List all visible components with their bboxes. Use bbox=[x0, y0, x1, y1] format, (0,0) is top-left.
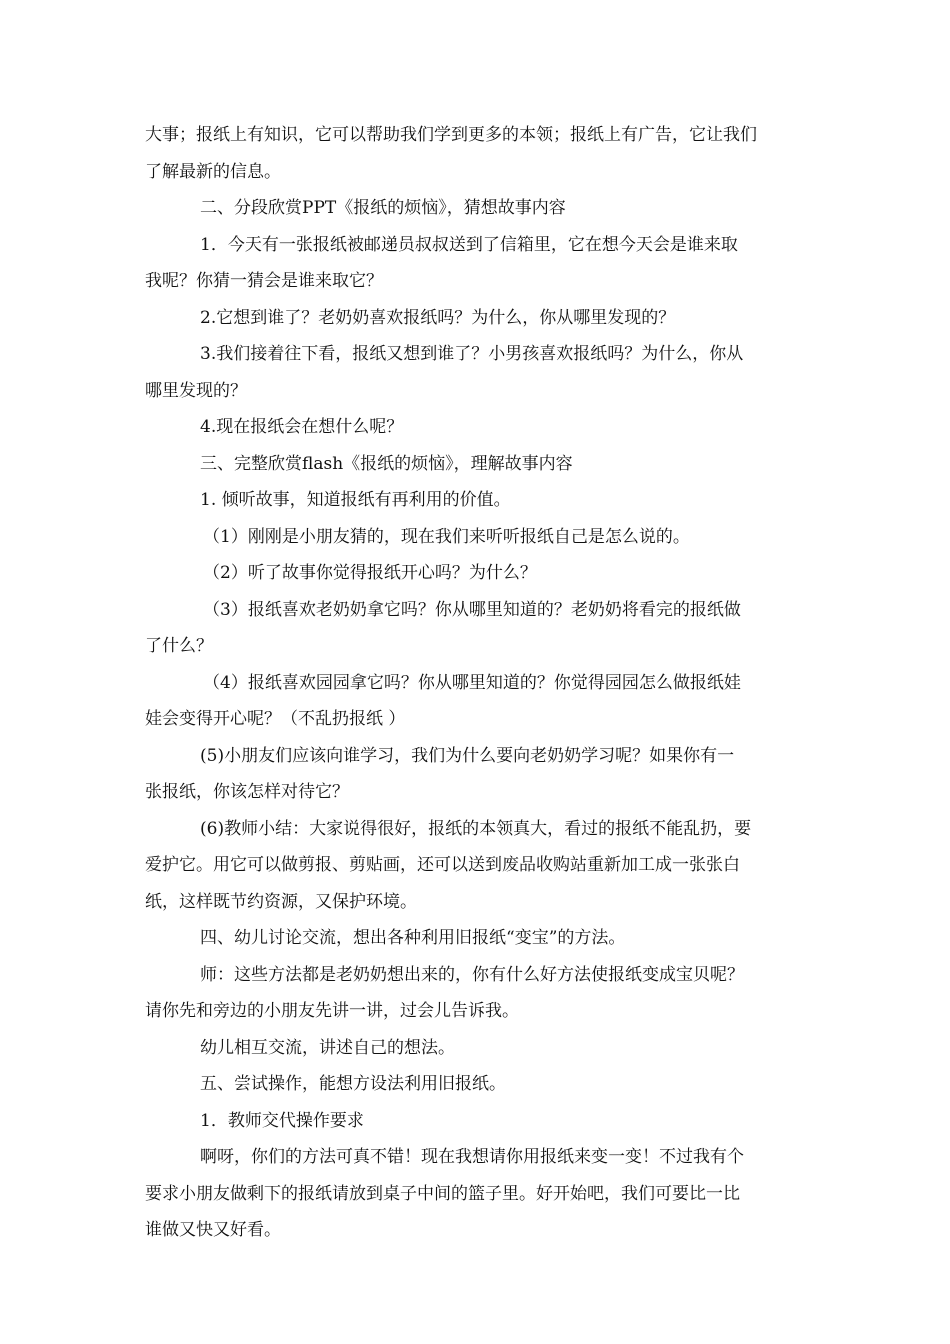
text-line: 3.我们接着往下看，报纸又想到谁了？小男孩喜欢报纸吗？为什么，你从 bbox=[200, 344, 744, 364]
section-heading: 五、尝试操作，能想方设法利用旧报纸。 bbox=[200, 1074, 506, 1094]
paragraph-4 bbox=[145, 300, 810, 337]
paragraph-17 bbox=[145, 1030, 810, 1067]
text-line: （3）报纸喜欢老奶奶拿它吗？你从哪里知道的？老奶奶将看完的报纸做 bbox=[203, 599, 741, 620]
text-line: 师：这些方法都是老奶奶想出来的，你有什么好方法使报纸变成宝贝呢？ bbox=[200, 964, 744, 985]
paragraph-20 bbox=[145, 1139, 810, 1249]
document-body bbox=[145, 117, 810, 1249]
paragraph-1 bbox=[145, 117, 810, 190]
paragraph-18 bbox=[145, 1066, 810, 1103]
paragraph-14 bbox=[145, 811, 810, 921]
text-line: 啊呀，你们的方法可真不错！现在我想请你用报纸来变一变！不过我有个 bbox=[200, 1147, 744, 1167]
text-line: 4.现在报纸会在想什么呢？ bbox=[200, 417, 404, 437]
text-line: 1. 倾听故事，知道报纸有再利用的价值。 bbox=[200, 490, 511, 510]
text-line: （2）听了故事你觉得报纸开心吗？为什么？ bbox=[203, 563, 537, 583]
paragraph-15 bbox=[145, 920, 810, 957]
paragraph-5 bbox=[145, 336, 810, 409]
paragraph-7 bbox=[145, 446, 810, 483]
text-line: 哪里发现的？ bbox=[145, 380, 247, 401]
text-line: 大事；报纸上有知识，它可以帮助我们学到更多的本领；报纸上有广告，它让我们 bbox=[145, 125, 757, 145]
text-line: 我呢？你猜一猜会是谁来取它？ bbox=[145, 271, 383, 291]
text-line: 幼儿相互交流，讲述自己的想法。 bbox=[200, 1037, 455, 1058]
paragraph-8 bbox=[145, 482, 810, 519]
text-line: 1．教师交代操作要求 bbox=[200, 1110, 364, 1131]
text-line: 张报纸，你该怎样对待它？ bbox=[145, 782, 349, 802]
text-line: 1．今天有一张报纸被邮递员叔叔送到了信箱里，它在想今天会是谁来取 bbox=[200, 234, 738, 255]
text-line: （1）刚刚是小朋友猜的，现在我们来听听报纸自己是怎么说的。 bbox=[203, 526, 690, 547]
paragraph-10 bbox=[145, 555, 810, 592]
paragraph-11 bbox=[145, 592, 810, 665]
text-line: 爱护它。用它可以做剪报、剪贴画，还可以送到废品收购站重新加工成一张张白 bbox=[145, 855, 740, 875]
text-line: (6)教师小结：大家说得很好，报纸的本领真大，看过的报纸不能乱扔，要 bbox=[200, 818, 752, 839]
paragraph-2 bbox=[145, 190, 810, 227]
text-line: 请你先和旁边的小朋友先讲一讲，过会儿告诉我。 bbox=[145, 1001, 519, 1021]
paragraph-16 bbox=[145, 957, 810, 1030]
text-line: 娃会变得开心呢？（不乱扔报纸 ） bbox=[145, 709, 406, 729]
paragraph-12 bbox=[145, 665, 810, 738]
section-heading: 三、完整欣赏flash《报纸的烦恼》，理解故事内容 bbox=[200, 453, 573, 474]
paragraph-3 bbox=[145, 227, 810, 300]
text-line: (5)小朋友们应该向谁学习，我们为什么要向老奶奶学习呢？如果你有一 bbox=[200, 745, 735, 766]
text-line: 谁做又快又好看。 bbox=[145, 1220, 281, 1240]
text-line: 了什么？ bbox=[145, 636, 213, 656]
text-line: 2.它想到谁了？老奶奶喜欢报纸吗？为什么，你从哪里发现的？ bbox=[200, 307, 676, 328]
text-line: 要求小朋友做剩下的报纸请放到桌子中间的篮子里。好开始吧，我们可要比一比 bbox=[145, 1183, 740, 1204]
text-line: 纸，这样既节约资源，又保护环境。 bbox=[145, 891, 417, 912]
text-line: （4）报纸喜欢园园拿它吗？你从哪里知道的？你觉得园园怎么做报纸娃 bbox=[203, 672, 741, 693]
section-heading: 二、分段欣赏PPT《报纸的烦恼》，猜想故事内容 bbox=[200, 198, 566, 218]
paragraph-6 bbox=[145, 409, 810, 446]
text-line: 了解最新的信息。 bbox=[145, 161, 281, 182]
paragraph-19 bbox=[145, 1103, 810, 1140]
section-heading: 四、幼儿讨论交流，想出各种利用旧报纸“变宝”的方法。 bbox=[200, 928, 626, 948]
paragraph-13 bbox=[145, 738, 810, 811]
paragraph-9 bbox=[145, 519, 810, 556]
